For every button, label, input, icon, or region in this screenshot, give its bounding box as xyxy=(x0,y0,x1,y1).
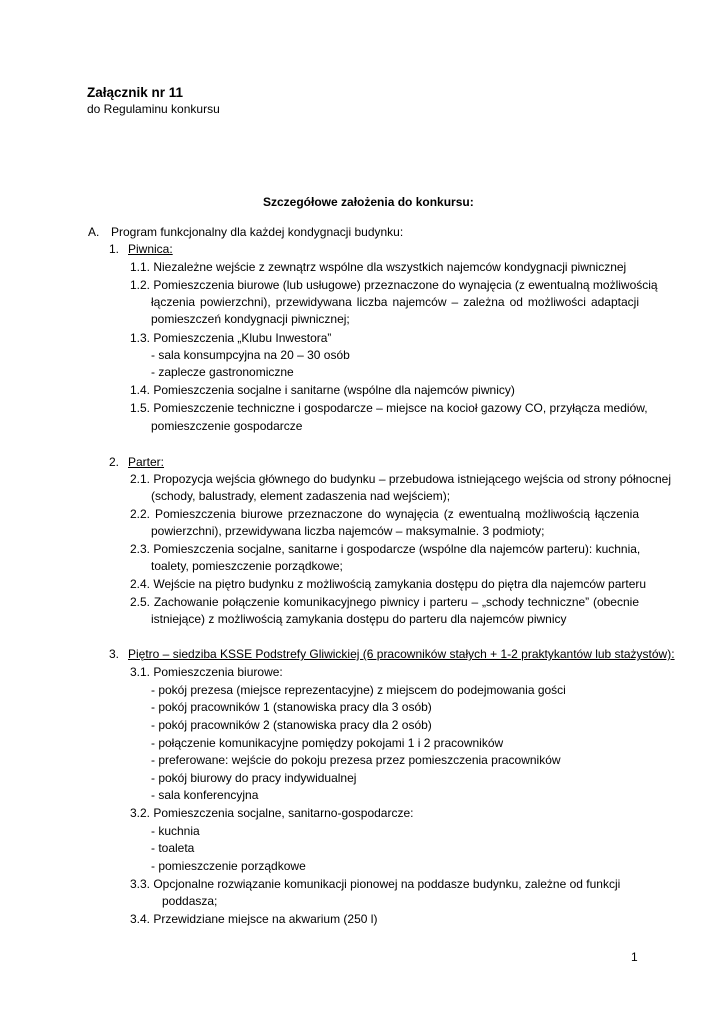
list-item: 1.1. Niezależne wejście z zewnątrz wspólne dla wszystkich najemców kondygnacji piwnicznej xyxy=(130,260,627,274)
sub-item: - zaplecze gastronomiczne xyxy=(151,365,294,379)
sub-item: - pokój biurowy do pracy indywidualnej xyxy=(151,771,357,785)
list-number: 2. xyxy=(109,455,120,469)
sub-item: - połączenie komunikacyjne pomiędzy pokojami 1 i 2 pracowników xyxy=(151,736,504,750)
list-item: 2.2. Pomieszczenia biurowe przeznaczone do wynajęcia (z ewentualną możliwością łączenia xyxy=(130,507,639,521)
list-item: 2.3. Pomieszczenia socjalne, sanitarne i gospodarcze (wspólne dla najemców parteru): kuchnia, xyxy=(130,542,641,556)
list-item-continuation: pomieszczenie gospodarcze xyxy=(151,419,303,433)
sub-item: - pomieszczenie porządkowe xyxy=(151,859,306,873)
section-a-text: Program funkcjonalny dla każdej kondygnacji budynku: xyxy=(111,225,404,239)
sub-item: - pokój pracowników 1 (stanowiska pracy dla 3 osób) xyxy=(151,700,432,714)
piwnica-title: Piwnica: xyxy=(128,242,173,256)
list-item: 1.3. Pomieszczenia „Klubu Inwestora” xyxy=(130,331,332,345)
list-item: 2.1. Propozycja wejścia głównego do budynku – przebudowa istniejącego wejścia od strony północnej xyxy=(130,472,671,486)
list-item-continuation: pomieszczeń kondygnacji piwnicznej; xyxy=(151,312,350,326)
list-item-continuation: łączenia powierzchni), przewidywana liczba najemców – zależna od możliwości adaptacji xyxy=(151,295,639,309)
list-item-continuation: poddasza; xyxy=(162,894,218,908)
document-subtitle: do Regulaminu konkursu xyxy=(87,102,220,116)
list-item: 2.5. Zachowanie połączenie komunikacyjnego piwnicy i parteru – „schody techniczne” (obecnie xyxy=(130,595,639,609)
page-number: 1 xyxy=(631,950,638,964)
list-item: 3.2. Pomieszczenia socjalne, sanitarno-gospodarcze: xyxy=(130,806,414,820)
sub-item: - preferowane: wejście do pokoju prezesa przez pomieszczenia pracowników xyxy=(151,753,561,767)
sub-item: - toaleta xyxy=(151,841,195,855)
pietro-title: Piętro – siedziba KSSE Podstrefy Gliwickiej (6 pracowników stałych + 1-2 praktykantów lub stażystów): xyxy=(128,647,675,661)
sub-item: - pokój pracowników 2 (stanowiska pracy dla 2 osób) xyxy=(151,718,432,732)
sub-item: - sala konferencyjna xyxy=(151,788,259,802)
list-item: 1.5. Pomieszczenie techniczne i gospodarcze – miejsce na kocioł gazowy CO, przyłącza mediów, xyxy=(130,401,648,415)
list-item-continuation: istniejące) z możliwością zamykania dostępu do parteru dla najemców piwnicy xyxy=(151,612,567,626)
section-heading: Szczegółowe założenia do konkursu: xyxy=(263,195,474,209)
parter-title: Parter: xyxy=(128,455,165,469)
list-item-continuation: toalety, pomieszczenie porządkowe; xyxy=(151,559,343,573)
list-item: 3.1. Pomieszczenia biurowe: xyxy=(130,665,283,679)
sub-item: - pokój prezesa (miejsce reprezentacyjne) z miejscem do podejmowania gości xyxy=(151,683,566,697)
document-title: Załącznik nr 11 xyxy=(87,85,184,100)
list-item: 3.3. Opcjonalne rozwiązanie komunikacji pionowej na poddasze budynku, zależne od funkcji xyxy=(130,877,621,891)
list-item: 2.4. Wejście na piętro budynku z możliwością zamykania dostępu do piętra dla najemców parteru xyxy=(130,577,647,591)
section-a-label: A. xyxy=(88,225,100,239)
list-number: 1. xyxy=(109,242,120,256)
list-item: 1.4. Pomieszczenia socjalne i sanitarne (wspólne dla najemców piwnicy) xyxy=(130,383,515,397)
list-item-continuation: (schody, balustrady, element zadaszenia nad wejściem); xyxy=(151,489,451,503)
sub-item: - kuchnia xyxy=(151,824,200,838)
sub-item: - sala konsumpcyjna na 20 – 30 osób xyxy=(151,348,350,362)
list-item: 3.4. Przewidziane miejsce na akwarium (250 l) xyxy=(130,912,378,926)
list-item: 1.2. Pomieszczenia biurowe (lub usługowe) przeznaczone do wynajęcia (z ewentualną możliwością xyxy=(130,278,658,292)
list-number: 3. xyxy=(109,647,120,661)
list-item-continuation: powierzchni), przewidywana liczba najemców – maksymalnie. 3 podmioty; xyxy=(151,524,545,538)
